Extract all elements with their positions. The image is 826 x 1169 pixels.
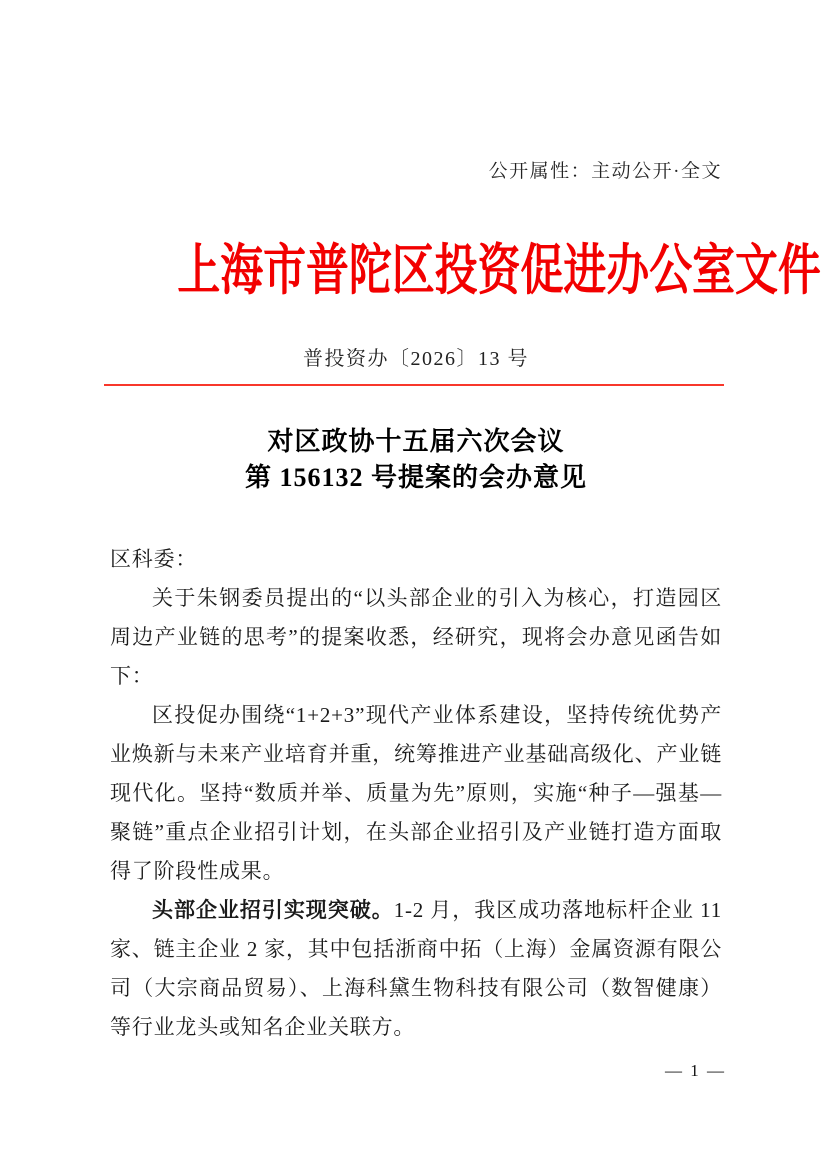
salutation: 区科委： [110,547,198,571]
disclosure-attribute-line: 公开属性：主动公开·全文 [488,161,722,182]
document-title-line1: 对区政协十五届六次会议 [267,427,565,456]
red-divider-line [104,384,724,386]
body-paragraph-1: 关于朱钢委员提出的“以头部企业的引入为核心，打造园区周边产业链的思考”的提案收悉，经研究，现将会办意见函告如下： [110,586,722,688]
document-reference-number: 普投资办〔2026〕13 号 [303,348,529,370]
document-title [110,424,722,496]
body-paragraph-3-rest: 1-2 月，我区成功落地标杆企业 11 家、链主企业 2 家，其中包括浙商中拓（上海）金属资源有限公司（大宗商品贸易）、上海科黛生物科技有限公司（数智健康）等行业龙头或知名企业关联方。 [110,898,722,1039]
body-paragraph-2: 区投促办围绕“1+2+3”现代产业体系建设，坚持传统优势产业焕新与未来产业培育并重，统筹推进产业基础高级化、产业链现代化。坚持“数质并举、质量为先”原则，实施“种子—强基—聚链”重点企业招引计划，在头部企业招引及产业链打造方面取得了阶段性成果。 [110,703,722,883]
body-paragraph-3-bold-lead: 头部企业招引实现突破。 [152,899,394,922]
body-paragraph-3 [110,891,722,1047]
page-number: — 1 — [665,1061,726,1080]
document-body [110,540,722,1047]
document-title-line2: 第 156132 号提案的会办意见 [244,463,587,492]
issuing-office-banner: 上海市普陀区投资促进办公室文件 [177,240,821,301]
